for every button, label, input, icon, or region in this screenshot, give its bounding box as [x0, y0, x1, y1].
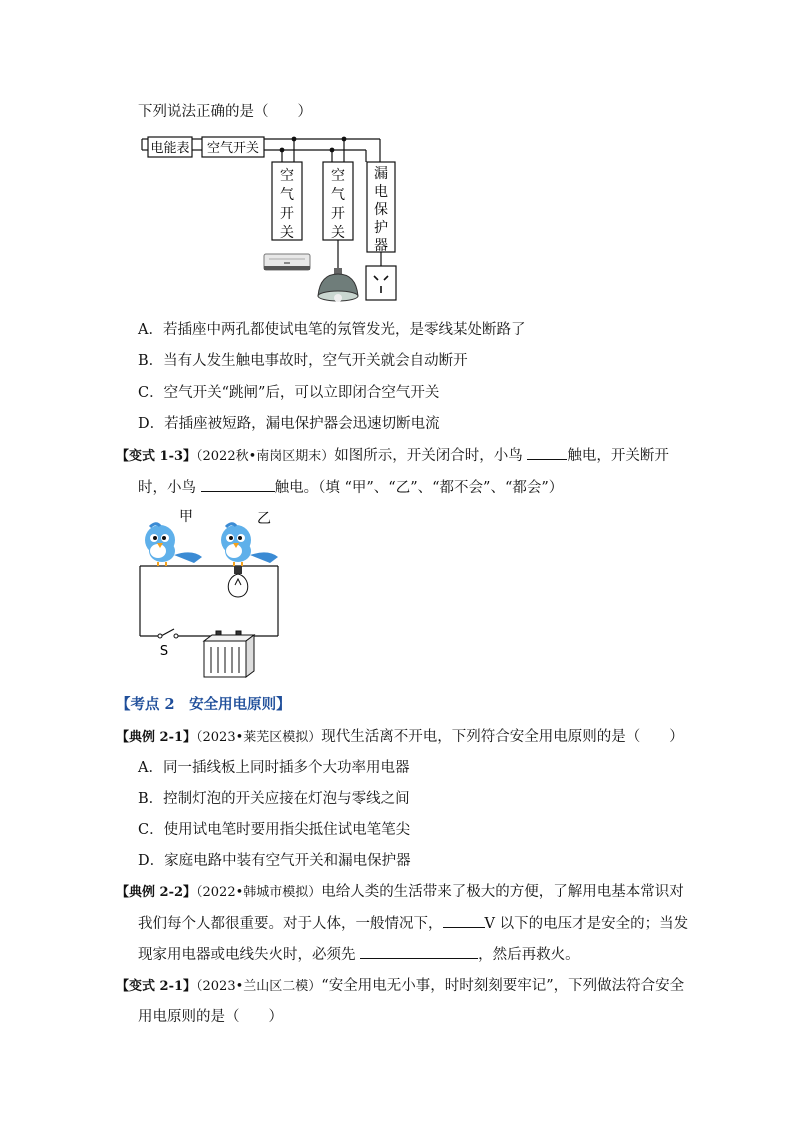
answer-blank-4[interactable]: [360, 944, 478, 959]
example-2-1-stem: 【典例 2-1】（2023•莱芜区模拟）现代生活离不开电，下列符合安全用电原则的是（ ）: [116, 729, 684, 745]
pendant-lamp-icon: [318, 268, 358, 302]
option-2-1d: D．家庭电路中装有空气开关和漏电保护器: [138, 853, 411, 869]
main-switch-label: 空气开关: [206, 141, 260, 156]
battery-icon: [204, 631, 254, 677]
birds-circuit-diagram: [136, 505, 286, 681]
answer-blank-1[interactable]: [527, 445, 567, 460]
svg-text:漏电保护器: 漏电保护器: [374, 166, 388, 254]
option-1d: D．若插座被短路，漏电保护器会迅速切断电流: [138, 416, 440, 432]
socket-icon: [366, 266, 396, 300]
bird-a-icon: [145, 524, 202, 566]
bird-label-b: 乙: [257, 511, 271, 527]
option-1b: B．当有人发生触电事故时，空气开关就会自动断开: [138, 353, 468, 369]
bird-label-a: 甲: [179, 509, 193, 525]
option-2-1c: C．使用试电笔时要用指尖抵住试电笔笔尖: [138, 822, 411, 838]
question-intro: 下列说法正确的是（ ）: [138, 104, 312, 120]
option-1a: A．若插座中两孔都使试电笔的氖管发光，是零线某处断路了: [138, 322, 526, 338]
option-2-1b: B．控制灯泡的开关应接在灯泡与零线之间: [138, 791, 410, 807]
svg-text:空气开关: 空气开关: [280, 168, 294, 241]
household-circuit-diagram: [138, 128, 418, 308]
bird-b-icon: [221, 524, 278, 566]
answer-blank-2[interactable]: [201, 477, 275, 492]
example-2-2-line3: 现家用电器或电线失火时，必须先 ，然后再救火。: [138, 944, 580, 965]
variant-1-3-line1: 【变式 1-3】（2022秋•南岗区期末）如图所示，开关闭合时，小鸟 触电，开关断开: [116, 445, 669, 467]
answer-blank-3[interactable]: [443, 913, 485, 928]
meter-label: 电能表: [150, 141, 190, 156]
air-conditioner-icon: [264, 254, 310, 270]
option-2-1a: A．同一插线板上同时插多个大功率用电器: [138, 760, 410, 776]
option-1c: C．空气开关“跳闸”后，可以立即闭合空气开关: [138, 385, 440, 401]
variant-1-3-line2: 时，小鸟 触电。（填 “甲”、“乙”、“都不会”、“都会”）: [138, 477, 563, 498]
example-2-2-line2: 我们每个人都很重要。对于人体，一般情况下， V 以下的电压才是安全的；当发: [138, 913, 688, 934]
light-bulb-icon: [228, 566, 248, 597]
variant-2-1-line1: 【变式 2-1】（2023•兰山区二模）“安全用电无小事，时时刻刻要牢记”，下列做法符合安全: [116, 978, 685, 994]
section-2-heading: 【考点 2 安全用电原则】: [116, 696, 291, 713]
switch-label: S: [159, 644, 169, 659]
variant-2-1-line2: 用电原则的是（ ）: [138, 1009, 283, 1025]
branch3-label: [374, 166, 388, 254]
svg-text:空气开关: 空气开关: [331, 168, 345, 241]
example-2-2-line1: 【典例 2-2】（2022•韩城市模拟）电给人类的生活带来了极大的方便，了解用电基本常识对: [116, 884, 684, 900]
